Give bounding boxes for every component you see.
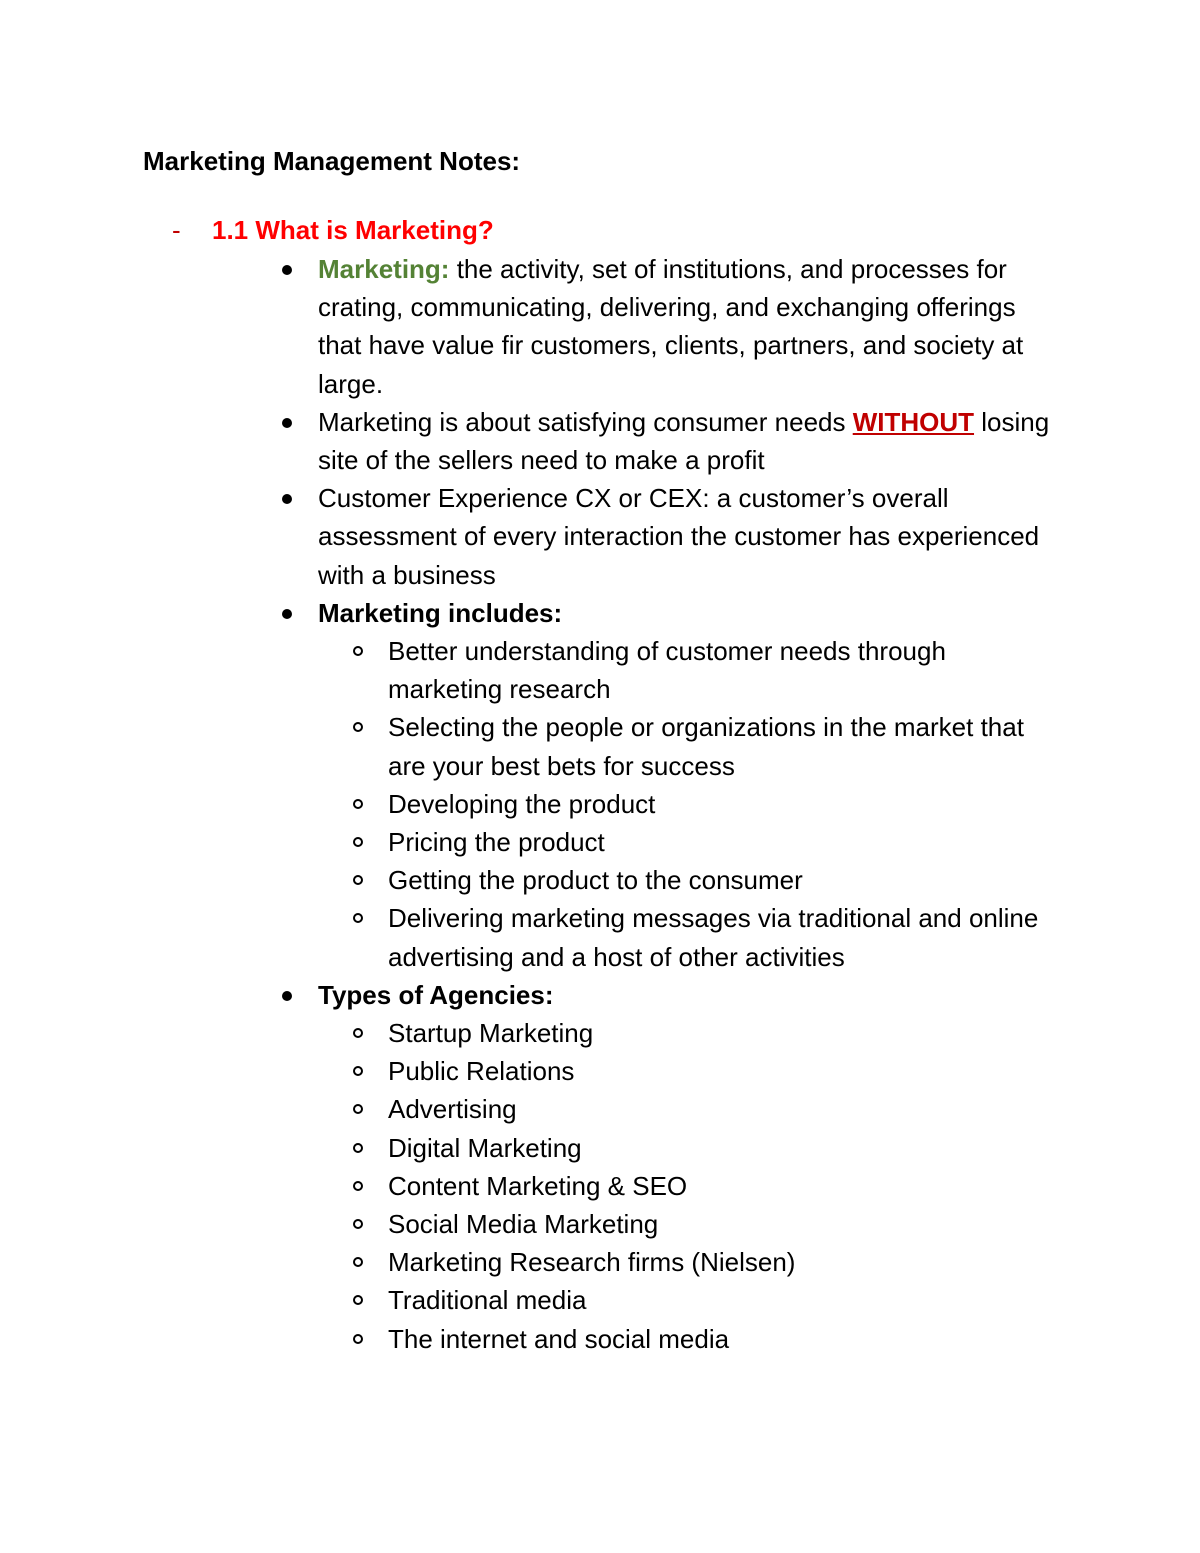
circle-bullet-icon: [353, 913, 363, 923]
sub-list-item: [318, 899, 1062, 975]
sub-list-item: [318, 1167, 1062, 1205]
circle-bullet-icon: [353, 875, 363, 885]
circle-bullet-icon: [353, 1257, 363, 1267]
dash-bullet: -: [172, 215, 181, 245]
sub-list-item-text: Social Media Marketing: [388, 1209, 659, 1240]
agencies-heading: Types of Agencies:: [318, 979, 554, 1010]
bullet-icon: [282, 609, 292, 619]
circle-bullet-icon: [353, 1066, 363, 1076]
sub-list-item-text: The internet and social media: [388, 1323, 730, 1354]
satisfying-emphasis: WITHOUT: [852, 406, 975, 437]
sub-list-item-text: Advertising: [388, 1094, 517, 1125]
circle-bullet-icon: [353, 1334, 363, 1344]
circle-bullet-icon: [353, 1104, 363, 1114]
sub-list-item: [318, 708, 1062, 784]
circle-bullet-icon: [353, 722, 363, 732]
sub-list-item-text: Digital Marketing: [388, 1132, 582, 1163]
circle-bullet-icon: [353, 1181, 363, 1191]
circle-bullet-icon: [353, 1028, 363, 1038]
bullet-icon: [282, 265, 292, 275]
page-title: Marketing Management Notes:: [143, 146, 521, 176]
circle-bullet-icon: [353, 1295, 363, 1305]
sub-list-item: [318, 1090, 1062, 1128]
definition-text: the activity, set of institutions, and processes for crating, communicating, delivering, and exchanging offerings that have value fir customers, clients, partners, and society at large.: [318, 254, 1024, 399]
main-bullet-list: [272, 250, 1062, 1358]
sub-list-item-text: Getting the product to the consumer: [388, 865, 803, 896]
section-heading-text: 1.1 What is Marketing?: [212, 215, 494, 245]
sub-list-item-text: Selecting the people or organizations in the market that are your best bets for success: [388, 712, 1024, 781]
sub-list-item-text: Better understanding of customer needs through marketing research: [388, 636, 946, 705]
satisfying-text-after: losing site of the sellers need to make a profit: [318, 406, 1050, 476]
sub-list-item: [318, 1243, 1062, 1281]
bullet-icon: [282, 494, 292, 504]
sub-list-item: [318, 823, 1062, 861]
circle-bullet-icon: [353, 1219, 363, 1229]
sub-list-item-text: Startup Marketing: [388, 1018, 594, 1049]
sub-list-item-text: Pricing the product: [388, 827, 605, 858]
sub-list-item: [318, 861, 1062, 899]
circle-bullet-icon: [353, 799, 363, 809]
list-item-cx: [272, 479, 1062, 594]
list-item-includes: [272, 594, 1062, 976]
sub-list-item-text: Traditional media: [388, 1285, 587, 1316]
sub-list-item-text: Developing the product: [388, 788, 656, 819]
list-item-satisfying: [272, 403, 1062, 479]
bullet-icon: [282, 991, 292, 1001]
cx-text: Customer Experience CX or CEX: a customer’s overall assessment of every interaction the customer has experienced with a business: [318, 483, 1040, 590]
agencies-sublist: [318, 1014, 1062, 1358]
includes-sublist: [318, 632, 1062, 976]
circle-bullet-icon: [353, 837, 363, 847]
sub-list-item-text: Delivering marketing messages via traditional and online advertising and a host of other activities: [388, 903, 1039, 972]
sub-list-item: [318, 1205, 1062, 1243]
bullet-icon: [282, 418, 292, 428]
sub-list-item: [318, 1129, 1062, 1167]
sub-list-item: [318, 785, 1062, 823]
sub-list-item: [318, 1052, 1062, 1090]
list-item-definition: [272, 250, 1062, 403]
circle-bullet-icon: [353, 1143, 363, 1153]
list-item-agencies: [272, 976, 1062, 1358]
satisfying-text-before: Marketing is about satisfying consumer needs: [318, 406, 853, 437]
sub-list-item: [318, 1281, 1062, 1319]
circle-bullet-icon: [353, 646, 363, 656]
definition-term: Marketing:: [318, 254, 450, 284]
sub-list-item: [318, 1320, 1062, 1358]
sub-list-item-text: Marketing Research firms (Nielsen): [388, 1247, 796, 1278]
includes-heading: Marketing includes:: [318, 597, 563, 628]
sub-list-item: [318, 632, 1062, 708]
sub-list-item: [318, 1014, 1062, 1052]
sub-list-item-text: Content Marketing & SEO: [388, 1170, 688, 1201]
sub-list-item-text: Public Relations: [388, 1056, 575, 1087]
